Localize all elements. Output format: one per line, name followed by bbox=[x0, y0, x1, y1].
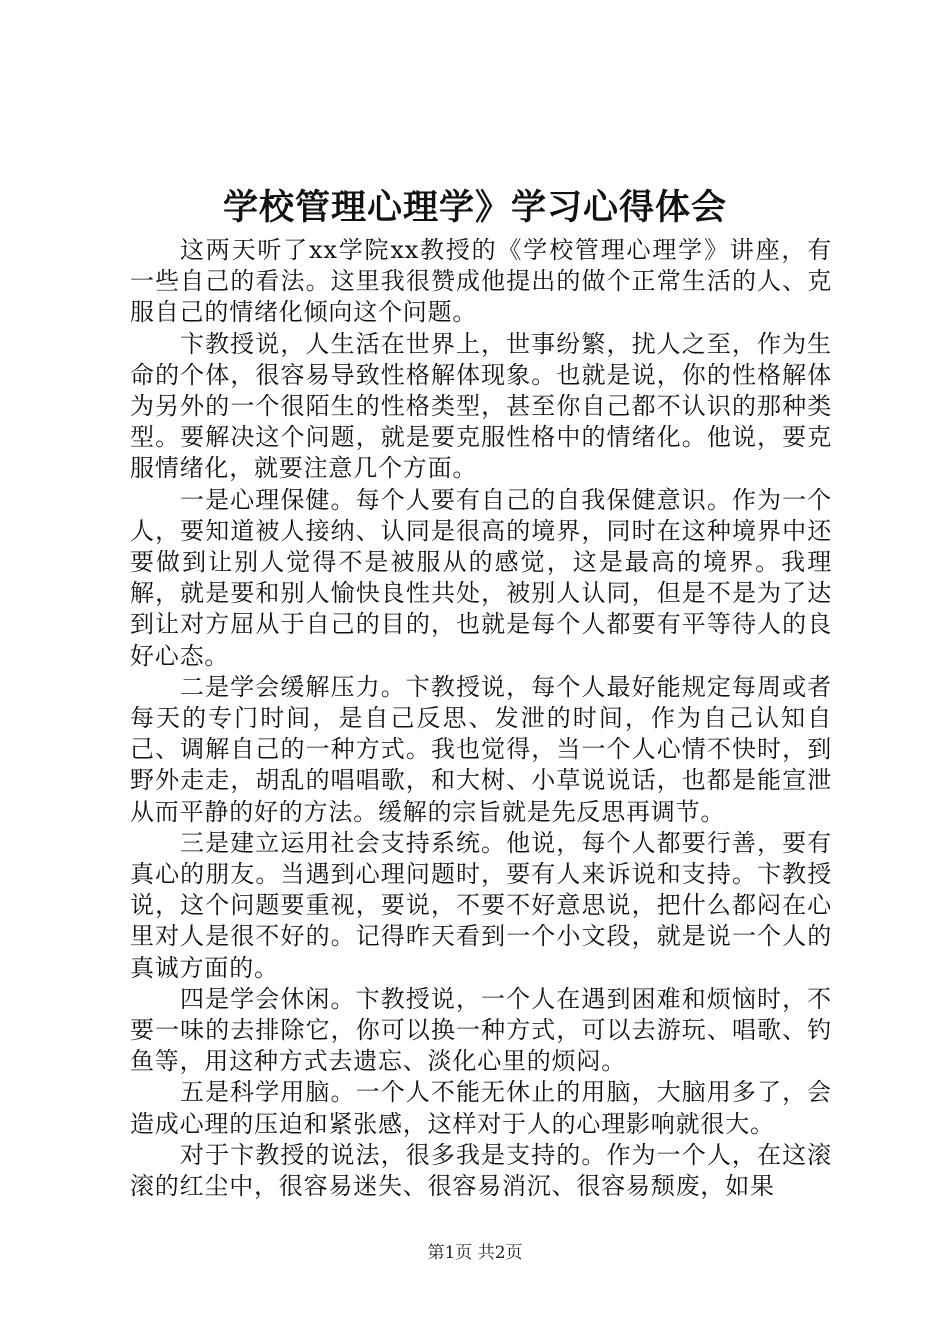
paragraph-point-two: 二是学会缓解压力。卞教授说，每个人最好能规定每周或者每天的专门时间，是自己反思、发泄的时间，作为自己认知自己、调解自己的一种方式。我也觉得，当一个人心情不快时，到野外走走，胡乱的唱唱歌，和大树、小草说说话，也都是能宣泄从而平静的好的方法。缓解的宗旨就是先反思再调节。 bbox=[130, 672, 832, 826]
paragraph-point-five: 五是科学用脑。一个人不能无休止的用脑，大脑用多了，会造成心理的压迫和紧张感，这样对于人的心理影响就很大。 bbox=[130, 1078, 832, 1138]
paragraph-professor-view: 卞教授说，人生活在世界上，世事纷繁，扰人之至，作为生命的个体，很容易导致性格解体现象。也就是说，你的性格解体为另外的一个很陌生的性格类型，甚至你自己都不认识的那种类型。要解决这个问题，就是要克服性格中的情绪化。他说，要克服情绪化，就要注意几个方面。 bbox=[130, 329, 832, 483]
document-body bbox=[130, 235, 832, 1202]
paragraph-point-four: 四是学会休闲。卞教授说，一个人在遇到困难和烦恼时，不要一味的去排除它，你可以换一种方式，可以去游玩、唱歌、钓鱼等，用这种方式去遗忘、淡化心里的烦闷。 bbox=[130, 984, 832, 1076]
paragraph-conclusion: 对于卞教授的说法，很多我是支持的。作为一个人，在这滚滚的红尘中，很容易迷失、很容易消沉、很容易颓废，如果 bbox=[130, 1140, 832, 1201]
page-footer: 第1页 共2页 bbox=[427, 1243, 523, 1263]
paragraph-point-one: 一是心理保健。每个人要有自己的自我保健意识。作为一个人，要知道被人接纳、认同是很高的境界，同时在这种境界中还要做到让别人觉得不是被服从的感觉，这是最高的境界。我理解，就是要和别人愉快良性共处，被别人认同，但是不是为了达到让对方屈从于自己的目的，也就是每个人都要有平等待人的良好心态。 bbox=[130, 485, 832, 670]
paragraph-intro: 这两天听了xx学院xx教授的《学校管理心理学》讲座，有一些自己的看法。这里我很赞成他提出的做个正常生活的人、克服自己的情绪化倾向这个问题。 bbox=[130, 236, 832, 327]
paragraph-point-three: 三是建立运用社会支持系统。他说，每个人都要行善，要有真心的朋友。当遇到心理问题时，要有人来诉说和支持。卞教授说，这个问题要重视，要说，不要不好意思说，把什么都闷在心里对人是很不好的。记得昨天看到一个小文段，就是说一个人的真诚方面的。 bbox=[130, 828, 832, 982]
document-title: 学校管理心理学》学习心得体会 bbox=[222, 188, 727, 228]
